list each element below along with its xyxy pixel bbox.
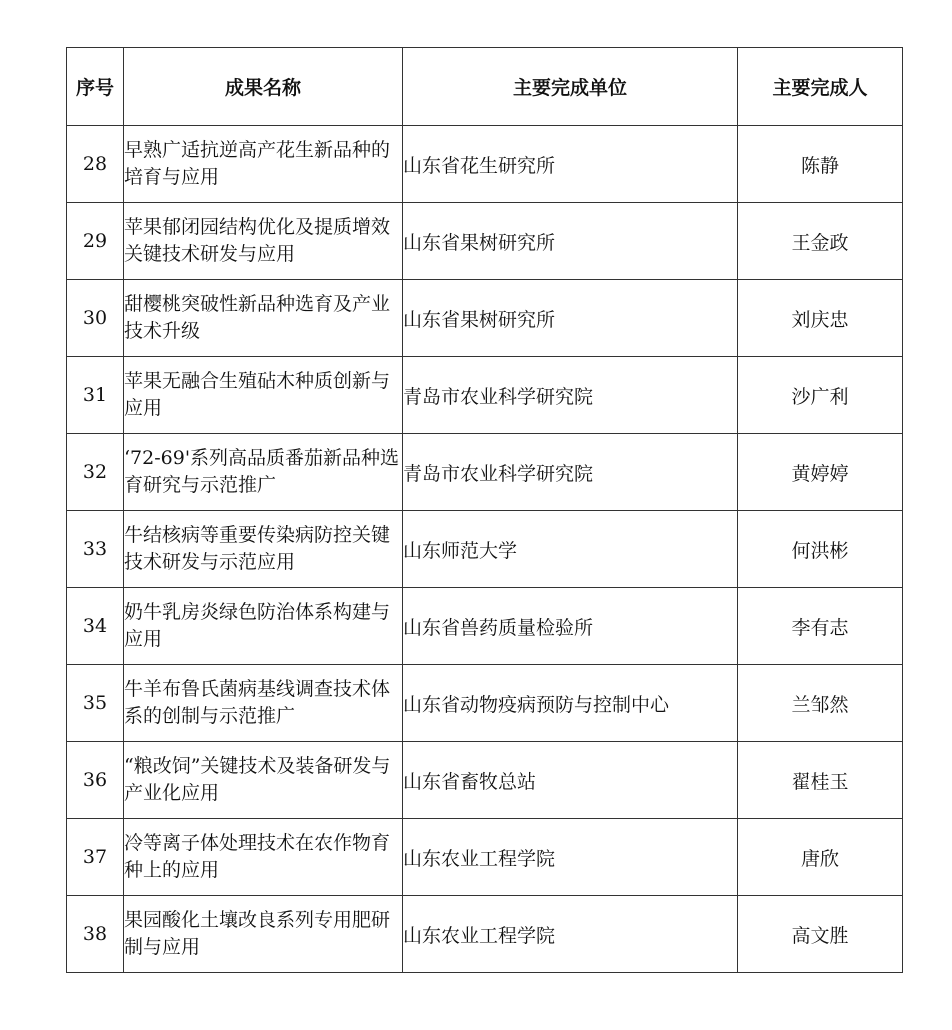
row-person: 刘庆忠 [738,280,903,357]
table-row [67,434,903,511]
row-unit: 青岛市农业科学研究院 [403,357,738,434]
row-name: 冷等离子体处理技术在农作物育种上的应用 [124,819,403,896]
row-unit: 山东农业工程学院 [403,819,738,896]
row-person: 唐欣 [738,819,903,896]
row-unit: 山东省畜牧总站 [403,742,738,819]
table-row [67,896,903,973]
row-person: 何洪彬 [738,511,903,588]
results-table [66,47,903,973]
row-name: 果园酸化土壤改良系列专用肥研制与应用 [124,896,403,973]
row-name: 苹果无融合生殖砧木种质创新与应用 [124,357,403,434]
row-unit: 山东省动物疫病预防与控制中心 [403,665,738,742]
row-name: 奶牛乳房炎绿色防治体系构建与应用 [124,588,403,665]
row-no: 29 [67,203,124,280]
table-row [67,588,903,665]
table-row [67,280,903,357]
row-name: 牛羊布鲁氏菌病基线调查技术体系的创制与示范推广 [124,665,403,742]
row-person: 黄婷婷 [738,434,903,511]
table-row [67,126,903,203]
table-row [67,511,903,588]
row-unit: 山东农业工程学院 [403,896,738,973]
table-row [67,357,903,434]
row-no: 32 [67,434,124,511]
row-name: ‘72-69'系列高品质番茄新品种选育研究与示范推广 [124,434,403,511]
header-unit: 主要完成单位 [403,48,738,126]
row-person: 高文胜 [738,896,903,973]
row-person: 陈静 [738,126,903,203]
row-name: “粮改饲”关键技术及装备研发与产业化应用 [124,742,403,819]
header-person: 主要完成人 [738,48,903,126]
table-row [67,203,903,280]
row-unit: 山东省兽药质量检验所 [403,588,738,665]
row-name: 苹果郁闭园结构优化及提质增效关键技术研发与应用 [124,203,403,280]
table-row [67,819,903,896]
table-row [67,742,903,819]
row-person: 沙广利 [738,357,903,434]
row-person: 兰邹然 [738,665,903,742]
row-no: 36 [67,742,124,819]
row-no: 37 [67,819,124,896]
row-person: 李有志 [738,588,903,665]
row-unit: 山东省果树研究所 [403,203,738,280]
row-unit: 山东省果树研究所 [403,280,738,357]
header-name: 成果名称 [124,48,403,126]
row-no: 31 [67,357,124,434]
row-no: 35 [67,665,124,742]
row-name: 牛结核病等重要传染病防控关键技术研发与示范应用 [124,511,403,588]
row-person: 翟桂玉 [738,742,903,819]
row-name: 甜樱桃突破性新品种选育及产业技术升级 [124,280,403,357]
row-unit: 青岛市农业科学研究院 [403,434,738,511]
row-unit: 山东师范大学 [403,511,738,588]
row-no: 34 [67,588,124,665]
row-unit: 山东省花生研究所 [403,126,738,203]
row-no: 28 [67,126,124,203]
row-no: 30 [67,280,124,357]
row-no: 38 [67,896,124,973]
table-row [67,665,903,742]
row-name: 早熟广适抗逆高产花生新品种的培育与应用 [124,126,403,203]
table-header-row [67,48,903,126]
row-person: 王金政 [738,203,903,280]
row-no: 33 [67,511,124,588]
header-no: 序号 [67,48,124,126]
